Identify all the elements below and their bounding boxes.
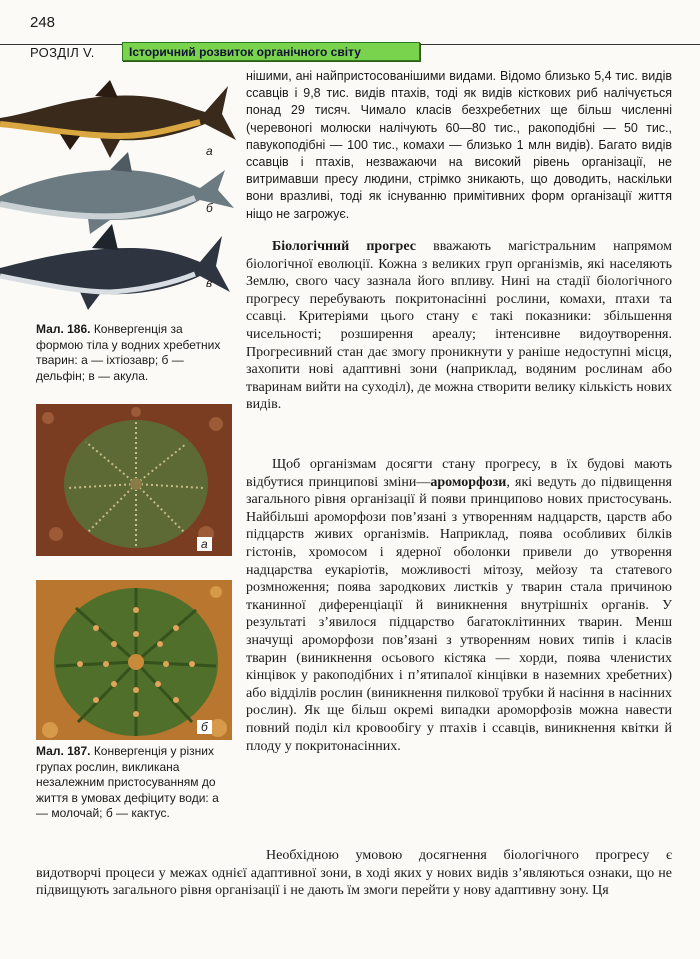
paragraph-aromorphoses bbox=[246, 456, 672, 755]
shark-illustration bbox=[0, 224, 230, 310]
paragraph-2-start: Щоб організмам досягти стану прогресу, в їх будові мають відбутися принципові зміни— bbox=[246, 457, 672, 490]
section-title: Історичний розвиток органічного світу bbox=[122, 42, 420, 61]
figure-187-caption-number: Мал. 187. bbox=[36, 744, 91, 758]
dolphin-illustration bbox=[0, 152, 234, 234]
ichthyosaur-illustration bbox=[0, 80, 236, 158]
figure-187-caption bbox=[36, 744, 232, 822]
figure-186-letter-c: в bbox=[206, 276, 213, 290]
page-number: 248 bbox=[30, 14, 56, 31]
figure-186-caption bbox=[36, 322, 232, 384]
paragraph-biological-progress bbox=[246, 238, 672, 414]
paragraph-1-text: вважають магістральним напрямом біологічної еволюції. Кожна з великих груп організмів, які населяють Землю, свого часу зазнала його впливу. Нині на стадії біологічного прогресу перебувають покритонасінні рослини, комахи, птахи та ссавці. Критеріями цього стану є такі показники: збільшення чисельності; розширення ареалу; інтенсивне видоутворення. Прогресивний стан дає змогу проникнути у раніше недоступні місця, захопити нові адаптивні зони (наприклад, водяним рослинам або тваринам вийти на суходіл), де можна створити велику кількість нових видів. bbox=[246, 239, 672, 413]
figure-187b-cactus-photo bbox=[36, 580, 232, 740]
figure-187-letter-a: а bbox=[197, 537, 212, 551]
term-aromorphoses: ароморфози bbox=[430, 474, 507, 490]
paragraph-speciation bbox=[36, 847, 672, 900]
paragraph-continuation: нішими, ані найпристосованішими видами. Відомо близько 5,4 тис. видів ссавців і 9,8 тис. видів птахів, тоді як видів кісткових риб налічується понад 29 тисяч. Чимало класів безхребетних ще більш численні (черевоногі молюски налічують 60—80 тис., ракоподібні — 50 тис., павукоподібні — 100 тис., комахи — близько 1 млн видів). Багато видів ссавців і птахів, незважаючи на високий рівень організації, не витримавши пресу людини, стрімко зникають, що доводить, наскільки вони вразливі, тоді як існуванню примітивних форм організації життя ніщо не загрожує. bbox=[246, 69, 672, 221]
figure-186-aquatic-vertebrates bbox=[0, 78, 240, 318]
figure-186-caption-text: Конвергенція за формою тіла у водних хребетних тварин: а — іхтіозавр; б — дельфін; в — акула. bbox=[36, 322, 221, 383]
figure-186-letter-a: а bbox=[206, 144, 213, 158]
term-biological-progress: Біологічний прогрес bbox=[272, 239, 416, 254]
figure-186-letter-b: б bbox=[206, 201, 213, 215]
section-label: РОЗДІЛ V. bbox=[30, 45, 95, 60]
paragraph-3-text: Необхідною умовою досягнення біологічного прогресу є видотворчі процеси у межах однієї адаптивної зони, в ході яких у нових видів з’являються ознаки, що не підвищують загального рівня організації і не дають їм змоги перейти у нову адаптивну зону. Ця bbox=[36, 848, 672, 899]
figure-187-caption-text: Конвергенція у різних групах рослин, викликана незалежним пристосуванням до життя в умовах дефіциту води: а — молочай; б — кактус. bbox=[36, 744, 219, 820]
figure-187-letter-b: б bbox=[197, 720, 212, 734]
paragraph-2-text: , які ведуть до підвищення загального рівня організації й появи принципово нових пристосувань. Найбільші ароморфози пов’язані з утворенням надцарств, царств або підцарств живих організмів. Наприклад, поява особливих білків гістонів, хромосом і ядерної оболонки привели до утворення надцарства еукаріотів, можливості мітозу, мейозу та статевого розмноження; поява зародкових листків у тварин стала причиною тканинної диференціації й виникнення внутрішніх органів. У результаті з’явилося підцарство багатоклітинних тварин. Менш значущі ароморфози пов’язані з утворенням нових типів і класів тварин (виникнення осьового кістяка — хорди, поява членистих кінцівок у ракоподібних і п’ятипалої кінцівки в наземних хребетних) або відділів рослин (виникнення пилкової трубки й насіння в насінних рослин). Як ще більш окремі випадки ароморфозів можна навести повний поділ кіл кровообігу у птахів і ссавців, виникнення квітки й плоду у покритонасінних. bbox=[246, 474, 672, 754]
figure-187a-euphorbia-photo bbox=[36, 404, 232, 556]
figure-186-caption-number: Мал. 186. bbox=[36, 322, 91, 336]
